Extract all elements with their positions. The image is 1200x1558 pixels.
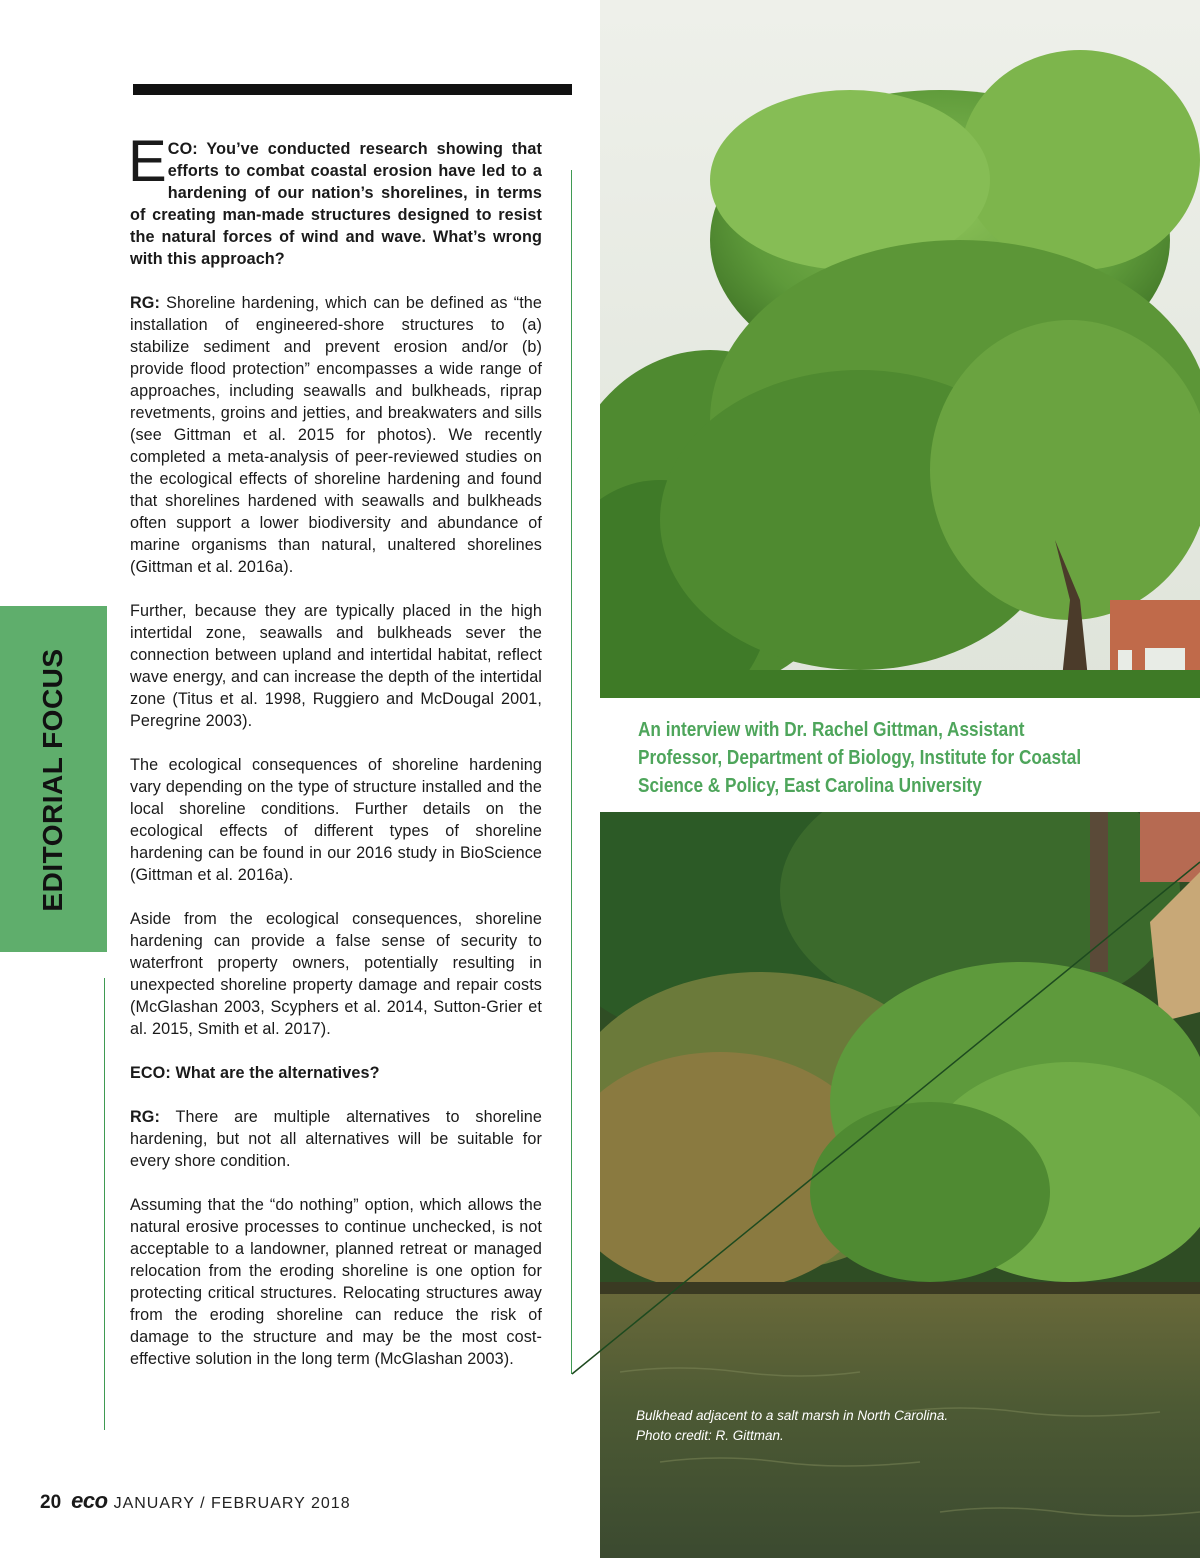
editorial-focus-label: EDITORIAL FOCUS	[37, 648, 68, 912]
drop-cap: E	[128, 129, 167, 194]
answer-paragraph-4: Aside from the ecological consequences, shoreline hardening can provide a false sense of security to waterfront property owners, potentially resulting in unexpected shoreline property damage and repair costs (McGlashan 2003, Scyphers et al. 2014, Sutton-Grier et al. 2015, Smith et al. 2017).	[130, 910, 542, 1038]
photo-caption-line-1: Bulkhead adjacent to a salt marsh in North Carolina.	[636, 1408, 949, 1423]
answer-paragraph-3: The ecological consequences of shoreline hardening vary depending on the type of structure installed and the local shoreline conditions. Further details on the ecological effects of different types of shoreline hardening can be found in our 2016 study in BioScience (Gittman et al. 2016a).	[130, 756, 542, 884]
speaker-label: RG:	[130, 294, 160, 312]
answer-1-text: Shoreline hardening, which can be defined as “the installation of engineered-shore structures to (a) stabilize sediment and prevent erosion and/or (b) provide flood protection” encompasses a wide range of approaches, including seawalls and bulkheads, riprap revetments, groins and jetties, and breakwaters and sills (see Gittman et al. 2015 for photos). We recently completed a meta-analysis of peer-reviewed studies on the ecological effects of shoreline hardening and found that shorelines hardened with seawalls and bulkheads often support a lower biodiversity and abundance of marine organisms than natural, unaltered shorelines (Gittman et al. 2016a).	[130, 294, 542, 576]
answer-5-text: There are multiple alternatives to shoreline hardening, but not all alternatives will be suitable for every shore condition.	[130, 1108, 542, 1170]
magazine-logo: eco	[71, 1488, 108, 1513]
answer-paragraph-2: Further, because they are typically placed in the high intertidal zone, seawalls and bulkheads sever the connection between upland and intertidal habitat, reflect wave energy, and can increase the depth of the intertidal zone (Titus et al. 1998, Ruggiero and McDougal 2001, Peregrine 2003).	[130, 602, 542, 730]
issue-date: JANUARY / FEBRUARY 2018	[113, 1495, 351, 1512]
speaker-label: RG:	[130, 1108, 160, 1126]
page-footer	[40, 1488, 351, 1514]
photo-caption	[636, 1406, 1056, 1446]
answer-paragraph-6: Assuming that the “do nothing” option, which allows the natural erosive processes to continue unchecked, is not acceptable to a landowner, planned retreat or managed relocation from the eroding shoreline is one option for protecting critical structures. Relocating structures away from the eroding shoreline can reduce the risk of damage to the structure and may be the most cost-effective solution in the long term (McGlashan 2003).	[130, 1196, 542, 1368]
question-2: ECO: What are the alternatives?	[130, 1064, 380, 1082]
interview-caption: An interview with Dr. Rachel Gittman, Assistant Professor, Department of Biology, Institute for Coastal Science & Policy, East Carolina University	[638, 719, 1082, 797]
question-1-text: CO: You’ve conducted research showing that efforts to combat coastal erosion have led to a hardening of our nation’s shorelines, in terms of creating man-made structures designed to resist the natural forces of wind and wave. What’s wrong with this approach?	[130, 140, 542, 268]
photo-caption-line-2: Photo credit: R. Gittman.	[636, 1428, 784, 1443]
page-number: 20	[40, 1492, 62, 1513]
